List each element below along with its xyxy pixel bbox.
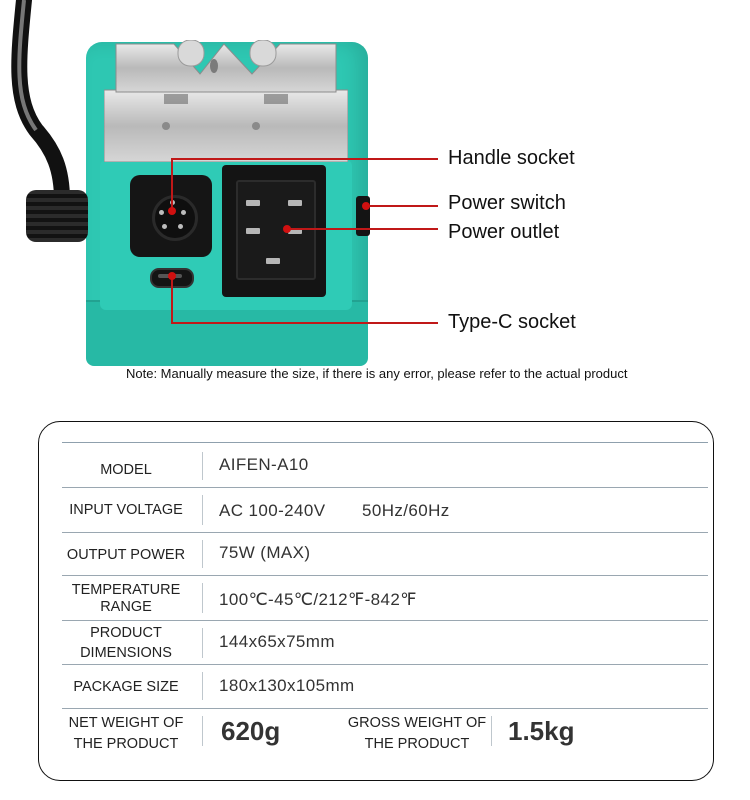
- spec-value-gross-weight: 1.5kg: [508, 716, 575, 746]
- spec-value-temperature: 100℃-45℃/212℉-842℉: [219, 590, 417, 609]
- spec-value-model: AIFEN-A10: [219, 455, 309, 474]
- spec-label-dimensions-line2: DIMENSIONS: [80, 645, 172, 661]
- spec-value-net-weight: 620g: [221, 716, 281, 746]
- spec-label-gross-weight-line1: GROSS WEIGHT OF: [347, 715, 487, 731]
- spec-label-input-voltage: INPUT VOLTAGE: [69, 502, 183, 518]
- spec-value-output-power: 75W (MAX): [219, 543, 311, 562]
- spec-label-dimensions-line1: PRODUCT: [90, 625, 162, 641]
- callout-power-outlet: Power outlet: [448, 221, 560, 243]
- column-divider: [202, 583, 203, 613]
- table-rule: [62, 708, 708, 709]
- spec-label-temperature-line1: TEMPERATURE: [71, 582, 181, 598]
- column-divider: [202, 452, 203, 480]
- table-rule: [62, 620, 708, 621]
- spec-label-net-weight-line1: NET WEIGHT OF: [68, 715, 184, 731]
- spec-value-package-size: 180x130x105mm: [219, 676, 355, 695]
- callout-handle-socket: Handle socket: [448, 147, 575, 169]
- callout-power-switch: Power switch: [448, 192, 566, 214]
- table-rule: [62, 442, 708, 443]
- spec-label-temperature-line2: RANGE: [100, 599, 152, 615]
- spec-value-frequency: 50Hz/60Hz: [362, 501, 450, 520]
- callout-type-c-socket: Type-C socket: [448, 311, 576, 333]
- spec-label-gross-weight-line2: THE PRODUCT: [364, 736, 470, 752]
- disclaimer-note: Note: Manually measure the size, if there is any error, please refer to the actual product: [126, 366, 628, 381]
- callout-lines: [0, 0, 750, 360]
- spec-label-package-size: PACKAGE SIZE: [73, 679, 179, 695]
- table-rule: [62, 532, 708, 533]
- spec-value-input-voltage: AC 100-240V: [219, 501, 326, 520]
- spec-label-output-power: OUTPUT POWER: [66, 547, 186, 563]
- column-divider: [202, 716, 203, 746]
- spec-label-model: MODEL: [100, 462, 152, 478]
- table-rule: [62, 487, 708, 488]
- column-divider: [202, 628, 203, 658]
- spec-label-net-weight-line2: THE PRODUCT: [73, 736, 179, 752]
- table-rule: [62, 664, 708, 665]
- column-divider: [202, 672, 203, 700]
- table-rule: [62, 575, 708, 576]
- spec-value-dimensions: 144x65x75mm: [219, 632, 335, 651]
- column-divider: [202, 495, 203, 525]
- column-divider: [202, 540, 203, 568]
